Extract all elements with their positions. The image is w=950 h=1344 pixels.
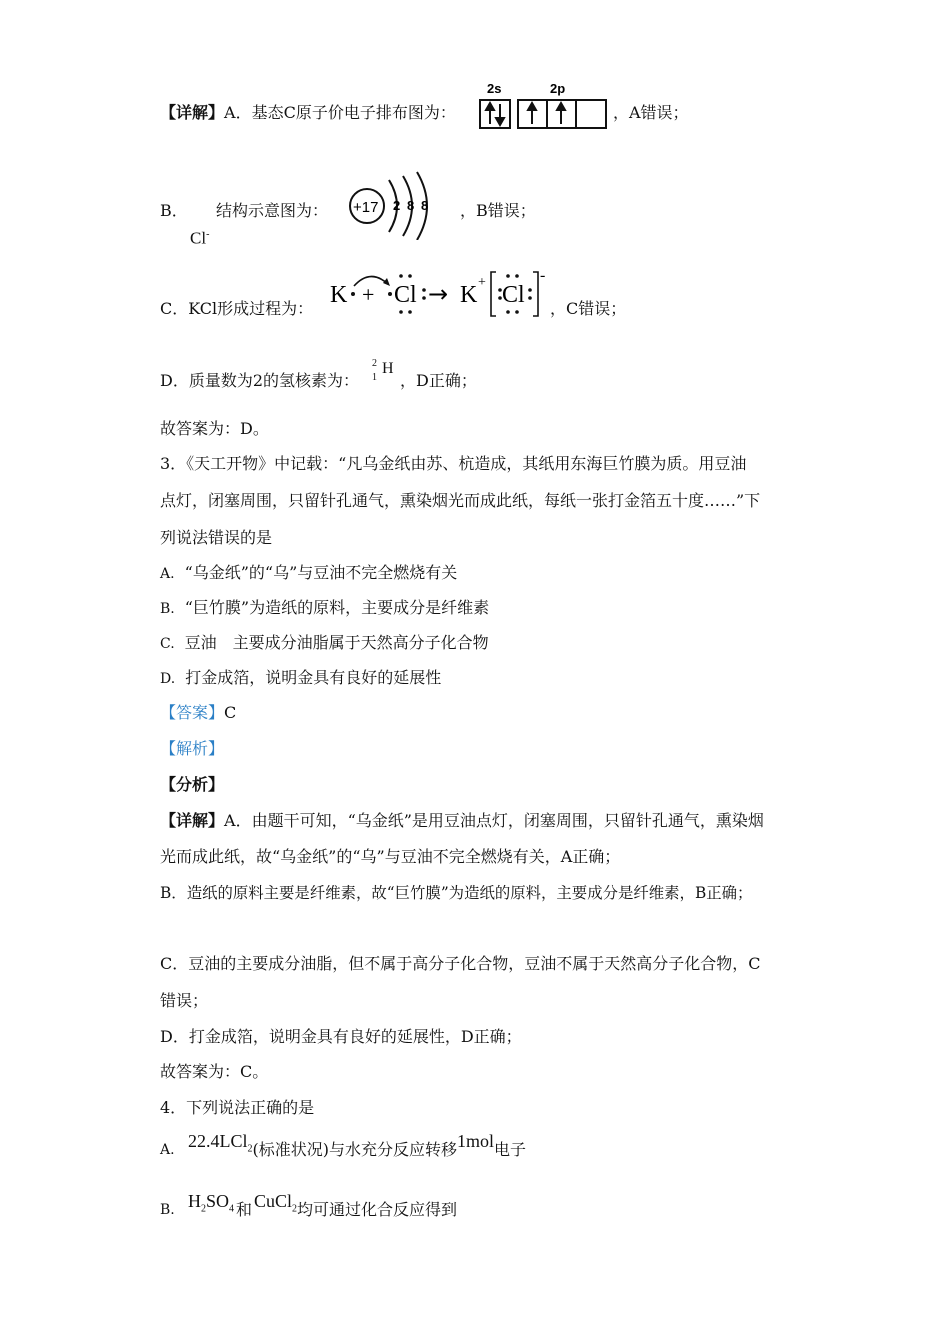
q2-c-text: C．KCl形成过程为： <box>160 299 314 318</box>
q3-answer <box>160 702 236 724</box>
option-label: B. <box>160 601 175 617</box>
nucleus-charge: +17 <box>353 199 379 216</box>
q4-option-b <box>160 1190 457 1230</box>
q3-stem-line2: 点灯，闭塞周围，只留针孔通气，熏染烟光而成此纸，每纸一张打金箔五十度……”下 <box>160 491 761 510</box>
plus-sign: + <box>362 282 375 307</box>
detail-tag: 【详解】 <box>160 103 225 122</box>
detail-a1-text: A．由题干可知，“乌金纸”是用豆油点灯，闭塞周围，只留针孔通气，熏染烟 <box>224 811 764 830</box>
option-text: “巨竹膜”为造纸的原料，主要成分是纤维素 <box>184 598 490 617</box>
shell-count-2: 8 <box>407 198 415 213</box>
q2-b-ion <box>190 224 209 250</box>
q2-a-text: A．基态C原子价电子排布图为： <box>224 103 456 122</box>
option-text: 豆油 主要成分油脂属于天然高分子化合物 <box>184 633 489 652</box>
orbital-2s-pair-arrows <box>486 103 504 125</box>
q2-b-text: 结构示意图为： <box>216 201 329 220</box>
nuclide-mass-number: 2 <box>372 358 377 369</box>
sulfuric-acid-formula: $H_2SO_4$ <box>188 1191 235 1215</box>
shell-count-3: 8 <box>421 198 429 213</box>
option-label: C. <box>160 636 175 652</box>
q2-conclusion: 故答案为：D。 <box>160 419 269 438</box>
copper-chloride-formula: CuCl$_2$ <box>254 1191 298 1215</box>
q2-c-end: ，C错误； <box>550 299 627 318</box>
q3-detail-d: D．打金成箔，说明金具有良好的延展性，D正确； <box>160 1027 522 1046</box>
q3-option-d <box>160 668 441 689</box>
option-label: A. <box>160 566 175 582</box>
q3-detail-c1: C．豆油的主要成分油脂，但不属于高分子化合物，豆油不属于天然高分子化合物，C <box>160 954 761 973</box>
q3-detail-a2: 光而成此纸，故“乌金纸”的“乌”与豆油不完全燃烧有关，A正确； <box>160 847 621 866</box>
chloride-symbol: Cl <box>190 228 207 248</box>
q3-option-a <box>160 563 457 584</box>
q3-detail-c2: 错误； <box>160 991 209 1010</box>
option-label: A. <box>160 1142 175 1158</box>
nuclide-symbol: H <box>382 360 394 377</box>
k-ion-charge: + <box>478 275 486 290</box>
shell-count-1: 2 <box>393 198 401 213</box>
chloride-structure-diagram <box>345 168 445 240</box>
left-bracket <box>491 272 496 316</box>
q3-detail-a1 <box>160 810 764 832</box>
right-bracket <box>533 272 538 316</box>
hydrogen-nuclide <box>370 358 402 388</box>
answer-tag: 【答案】 <box>160 703 225 722</box>
q2-line-a <box>160 102 456 124</box>
option-text: “乌金纸”的“乌”与豆油不完全燃烧有关 <box>184 563 458 582</box>
orbital-2p-label: 2p <box>550 81 566 96</box>
q3-option-b <box>160 598 489 619</box>
q2-b-prefix: B． <box>160 201 188 220</box>
reaction-arrow: → <box>428 280 449 308</box>
k-ion: K <box>460 282 478 308</box>
option-label: D. <box>160 671 176 687</box>
q2-d-end: ，D正确； <box>400 371 477 390</box>
fenxi-tag: 【分析】 <box>160 775 225 794</box>
nuclide-atomic-number: 1 <box>372 372 377 383</box>
q3-conclusion: 故答案为：C。 <box>160 1062 269 1081</box>
answer-value: C <box>224 703 237 722</box>
cl-ion-charge: - <box>540 267 546 284</box>
q3-option-c <box>160 633 489 654</box>
orbital-diagram <box>478 80 610 132</box>
detail-tag: 【详解】 <box>160 811 225 830</box>
q2-b-end: ，B错误； <box>460 201 536 220</box>
orbital-2s-box <box>480 100 510 128</box>
cl-ion: Cl <box>502 282 525 308</box>
analysis-tag: 【解析】 <box>160 739 225 758</box>
and-text: 和 <box>236 1200 253 1219</box>
q3-detail-b: B．造纸的原料主要是纤维素，故“巨竹膜”为造纸的原料，主要成分是纤维素，B正确； <box>160 884 753 902</box>
q2-a-end: ，A错误； <box>613 103 689 122</box>
q4-stem: 4．下列说法正确的是 <box>160 1098 315 1117</box>
q2-d-text: D．质量数为2的氢核素为： <box>160 371 360 390</box>
orbital-2s-label: 2s <box>487 81 502 96</box>
chloride-charge: - <box>206 229 210 240</box>
k-atom: K <box>330 282 348 308</box>
option-text: 打金成箔，说明金具有良好的延展性 <box>185 668 442 687</box>
kcl-formation-diagram <box>328 264 550 320</box>
q4-option-a <box>160 1130 526 1170</box>
option-a-text1: (标准状况)与水充分反应转移 <box>252 1140 458 1159</box>
electron-amount: 1mol <box>457 1131 495 1151</box>
q3-stem-line1: 3．《天工开物》中记载：“凡乌金纸由苏、杭造成，其纸用东海巨竹膜为质。用豆油 <box>160 454 747 473</box>
option-b-text: 均可通过化合反应得到 <box>297 1200 458 1219</box>
option-a-text2: 电子 <box>494 1140 527 1159</box>
option-label: B. <box>160 1202 175 1218</box>
cl-atom: Cl <box>394 282 417 308</box>
cl2-volume-formula: 22.4LCl$_2$ <box>188 1131 253 1155</box>
q3-stem-line3: 列说法错误的是 <box>160 528 273 547</box>
